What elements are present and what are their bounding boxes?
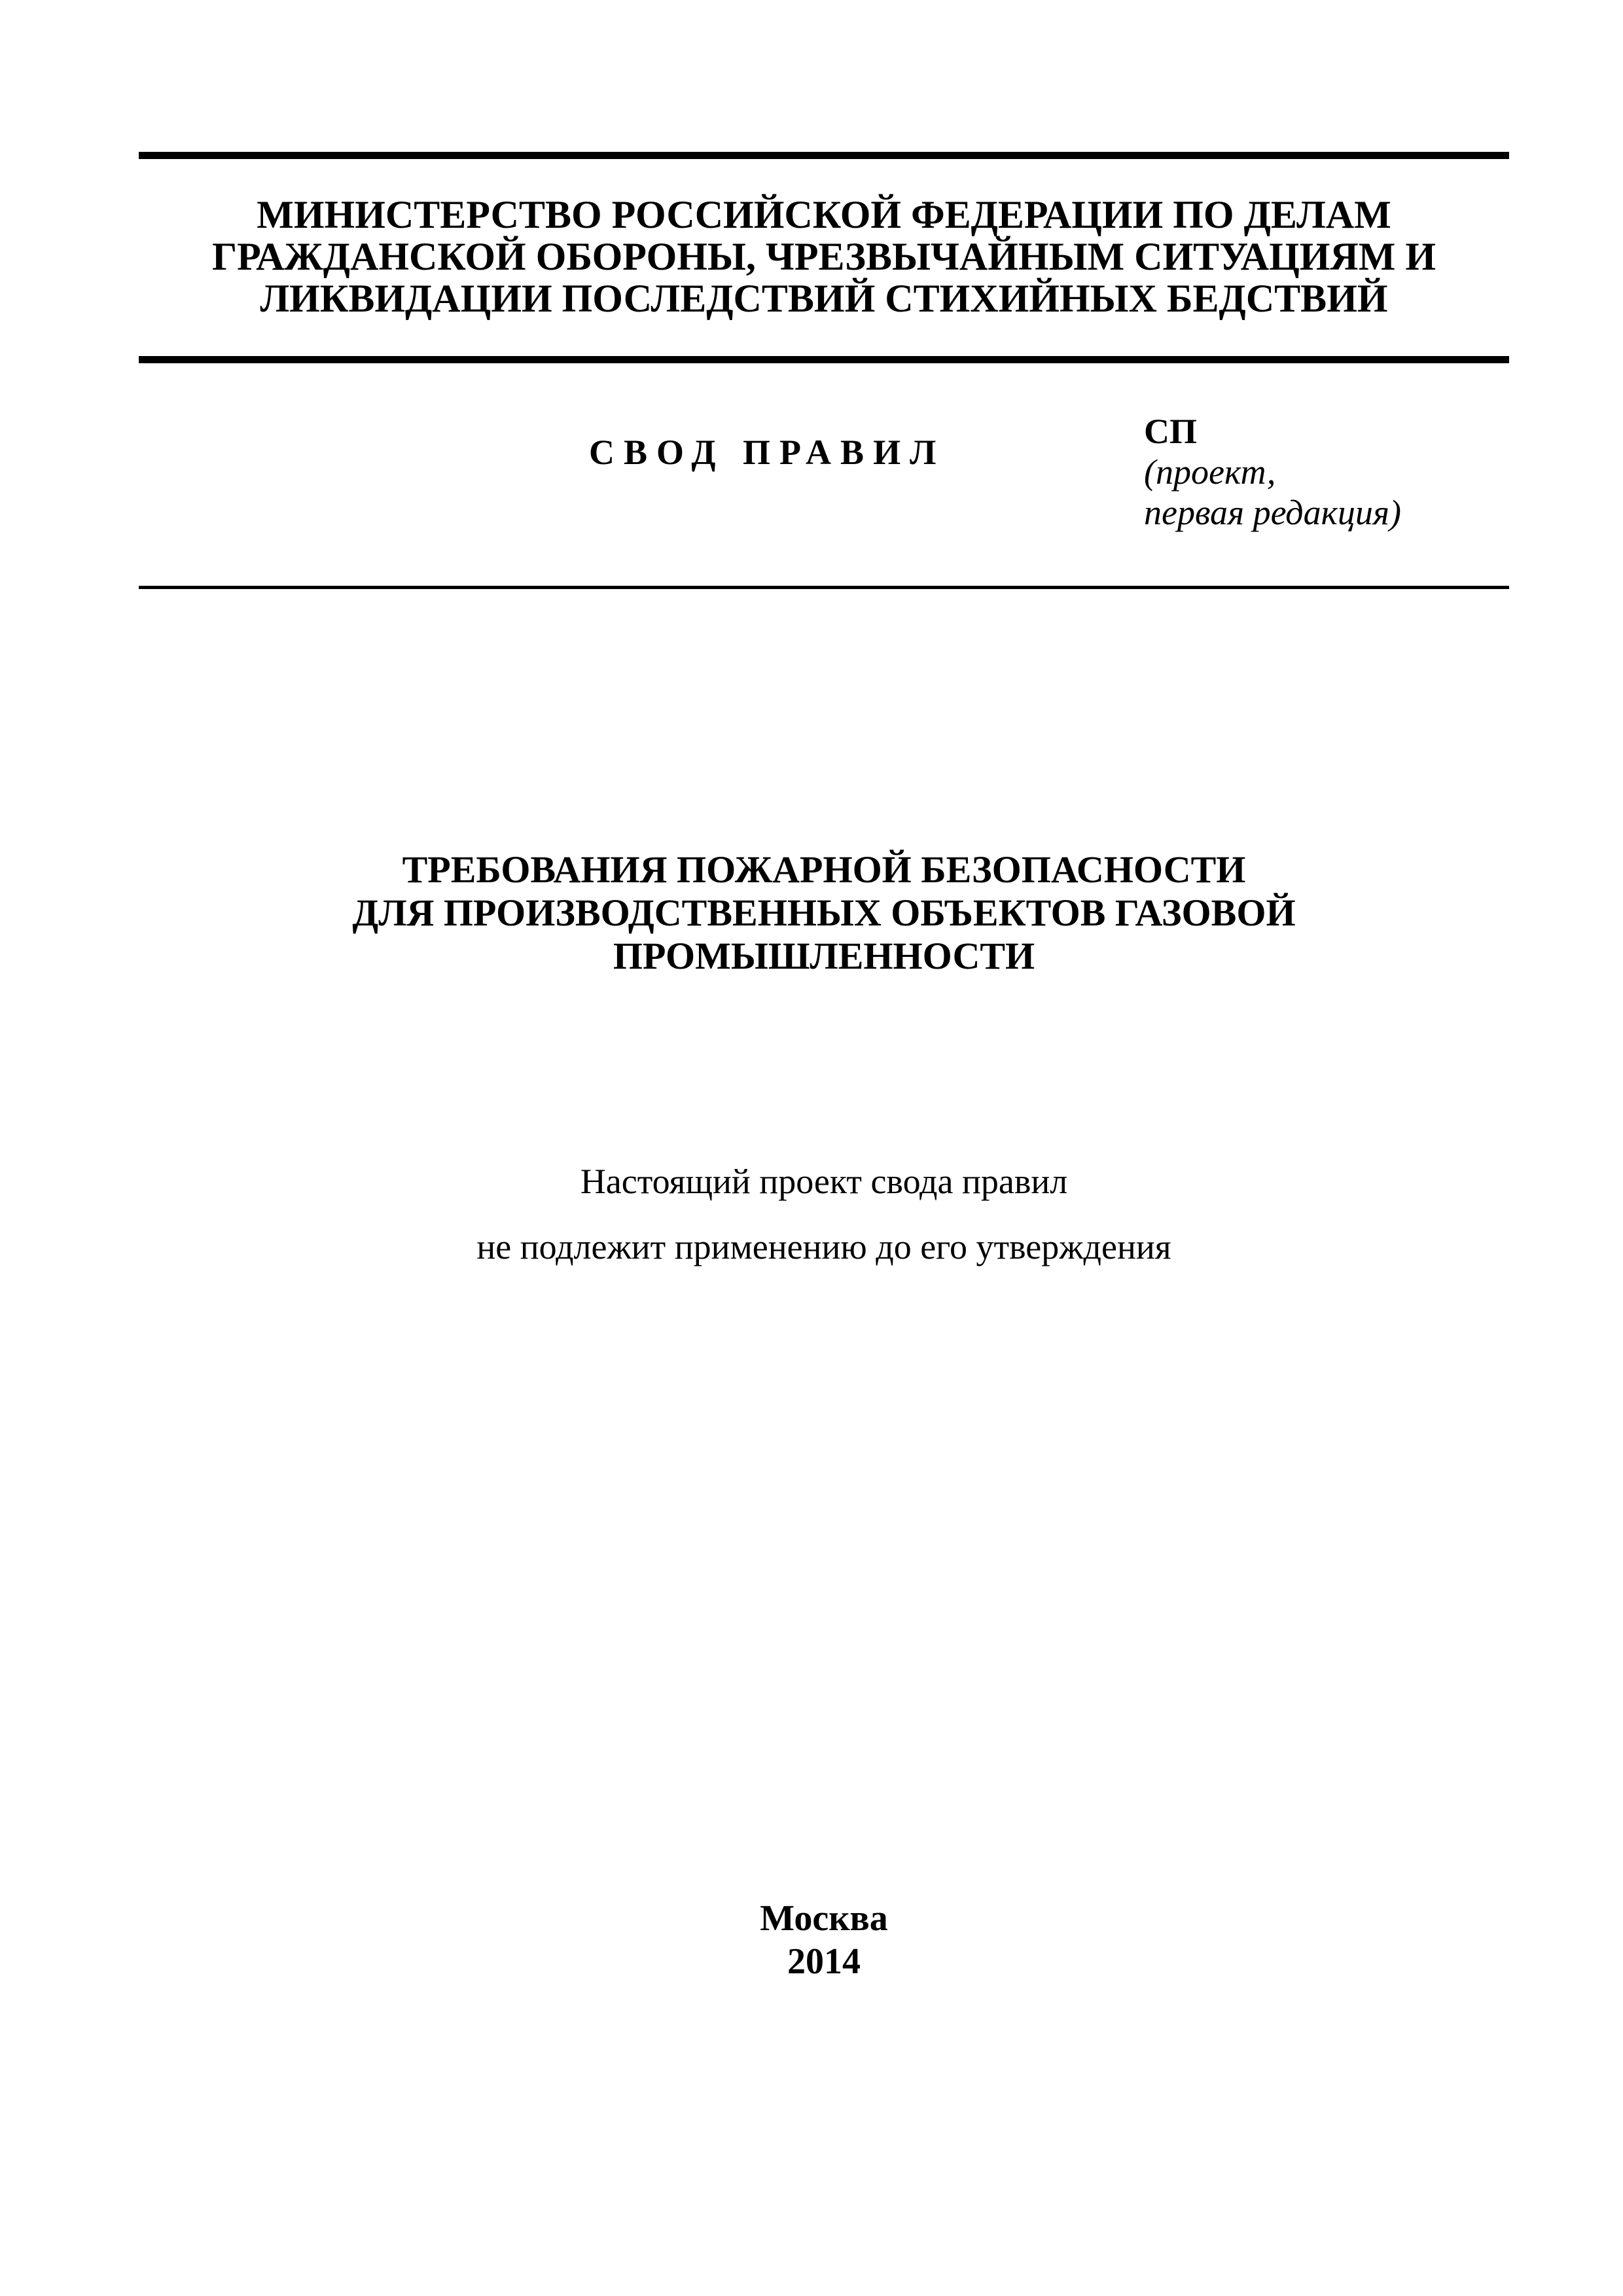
middle-divider	[139, 356, 1509, 363]
code-of-rules-label: СВОД ПРАВИЛ	[589, 433, 946, 472]
top-divider	[139, 152, 1509, 159]
ministry-line-2: ГРАЖДАНСКОЙ ОБОРОНЫ, ЧРЕЗВЫЧАЙНЫМ СИТУАЦИЯМ И	[211, 235, 1436, 278]
title-line-2: ДЛЯ ПРОИЗВОДСТВЕННЫХ ОБЪЕКТОВ ГАЗОВОЙ	[352, 891, 1296, 934]
title-line-1: ТРЕБОВАНИЯ ПОЖАРНОЙ БЕЗОПАСНОСТИ	[402, 848, 1246, 891]
imprint-year: 2014	[787, 1941, 861, 1982]
designation-code: СП	[1144, 412, 1197, 451]
imprint-city: Москва	[760, 1898, 888, 1939]
imprint	[139, 1897, 1509, 1983]
document-designation	[1144, 411, 1401, 533]
document-title	[139, 848, 1509, 978]
draft-notice-line-2: не подлежит применению до его утверждения	[476, 1227, 1171, 1266]
title-line-3: ПРОМЫШЛЕННОСТИ	[613, 935, 1035, 977]
ministry-line-1: МИНИСТЕРСТВО РОССИЙСКОЙ ФЕДЕРАЦИИ ПО ДЕЛАМ	[257, 193, 1391, 236]
ministry-line-3: ЛИКВИДАЦИИ ПОСЛЕДСТВИЙ СТИХИЙНЫХ БЕДСТВИЙ	[260, 277, 1388, 320]
bottom-divider	[139, 586, 1509, 589]
draft-notice-line-1: Настоящий проект свода правил	[580, 1162, 1068, 1201]
draft-status-line-2: первая редакция)	[1144, 493, 1401, 532]
ministry-heading	[139, 194, 1509, 319]
draft-status-line-1: (проект,	[1144, 452, 1276, 492]
